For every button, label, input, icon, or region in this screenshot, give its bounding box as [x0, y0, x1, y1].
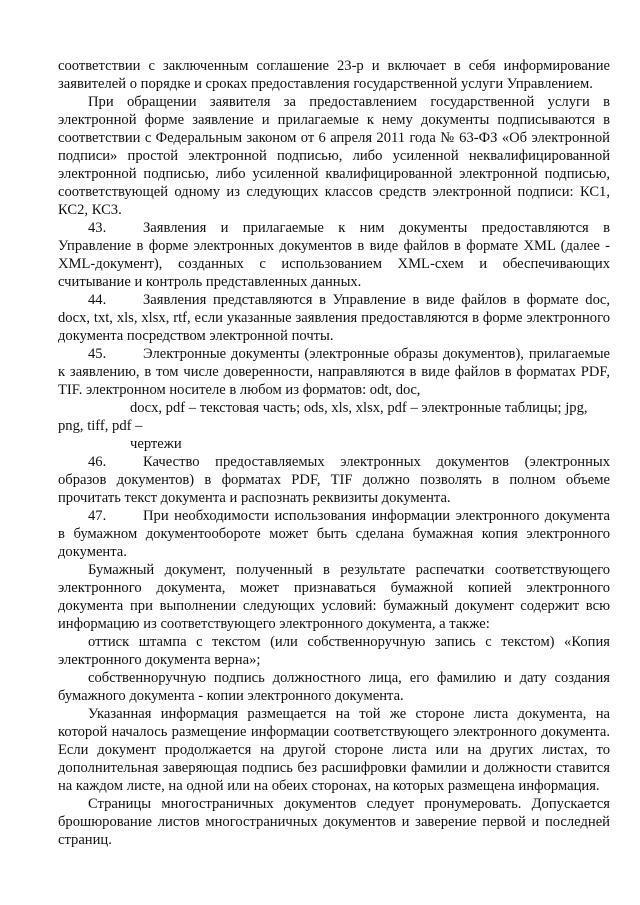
paragraph-text: Заявления и прилагаемые к ним документы предоставляются в Управление в форме электронных документов в виде файлов в формате XML (далее - XML-документ), созданных с использованием XML-схем и обеспечивающих считывание и контроль представленных данных.	[58, 220, 610, 290]
paragraph-46	[58, 453, 610, 507]
paragraph-number: 43.	[88, 220, 107, 236]
paragraph-43	[58, 219, 610, 291]
paragraph-paper-copy: Бумажный документ, полученный в результате распечатки соответствующего электронного документа, может признаваться бумажной копией электронного документа при выполнении следующих условий: бумажный документ содержит всю информацию из соответствующего электронного документа, а также:	[58, 562, 610, 632]
paragraph-number: 45.	[88, 346, 107, 362]
paragraph-continuation: соответствии с заключенным соглашение 23-р и включает в себя информирование заявителей о порядке и сроках предоставления государственной услуги Управлением.	[58, 58, 610, 92]
paragraph-number: 44.	[88, 292, 107, 308]
paragraph-number: 46.	[88, 454, 107, 470]
paragraph-45-drawings: чертежи	[130, 436, 182, 452]
paragraph-45-formats: docx, pdf – текстовая часть; ods, xls, xlsx, pdf – электронные таблицы; jpg, png, tiff, pdf –	[58, 400, 588, 434]
paragraph-number: 47.	[88, 508, 107, 524]
paragraph-text: При необходимости использования информации электронного документа в бумажном документообороте может быть сделана бумажная копия электронного документа.	[58, 508, 610, 560]
paragraph-information-placement: Указанная информация размещается на той же стороне листа документа, на которой началось размещение информации соответствующего электронного документа. Если документ продолжается на другой стороне листа или на других листах, то дополнительная заверяющая подпись без расшифровки фамилии и должности ставится на каждом листе, на одной или на обеих сторонах, на которых размещена информация.	[58, 706, 610, 794]
document-page	[58, 57, 610, 849]
paragraph-47	[58, 507, 610, 561]
paragraph-text: Заявления представляются в Управление в виде файлов в формате doc, docx, txt, xls, xlsx, rtf, если указанные заявления предоставляются в форме электронного документа посредством электронной почты.	[58, 292, 610, 344]
paragraph-page-numbering: Страницы многостраничных документов следует пронумеровать. Допускается брошюрование листов многостраничных документов и заверение первой и последней страниц.	[58, 796, 610, 848]
paragraph-electronic-signature: При обращении заявителя за предоставлением государственной услуги в электронной форме заявление и прилагаемые к нему документы подписываются в соответствии с Федеральным законом от 6 апреля 2011 года № 63-ФЗ «Об электронной подписи» простой электронной подписью, либо усиленной неквалифицированной электронной подписью, либо усиленной квалифицированной электронной подписью, соответствующей одному из следующих классов средств электронной подписи: КС1, КС2, КС3.	[58, 94, 610, 218]
paragraph-text: Качество предоставляемых электронных документов (электронных образов документов) в форматах PDF, TIF должно позволять в полном объеме прочитать текст документа и распознать реквизиты документа.	[58, 454, 610, 506]
paragraph-text: Электронные документы (электронные образы документов), прилагаемые к заявлению, в том числе доверенности, направляются в виде файлов в форматах PDF, TIF. электронном носителе в любом из форматов: odt, doc,	[58, 346, 610, 398]
paragraph-stamp: оттиск штампа с текстом (или собственноручную запись с текстом) «Копия электронного документа верна»;	[58, 634, 610, 668]
paragraph-signature: собственноручную подпись должностного лица, его фамилию и дату создания бумажного документа - копии электронного документа.	[58, 670, 610, 704]
paragraph-45	[58, 345, 610, 399]
paragraph-44	[58, 291, 610, 345]
